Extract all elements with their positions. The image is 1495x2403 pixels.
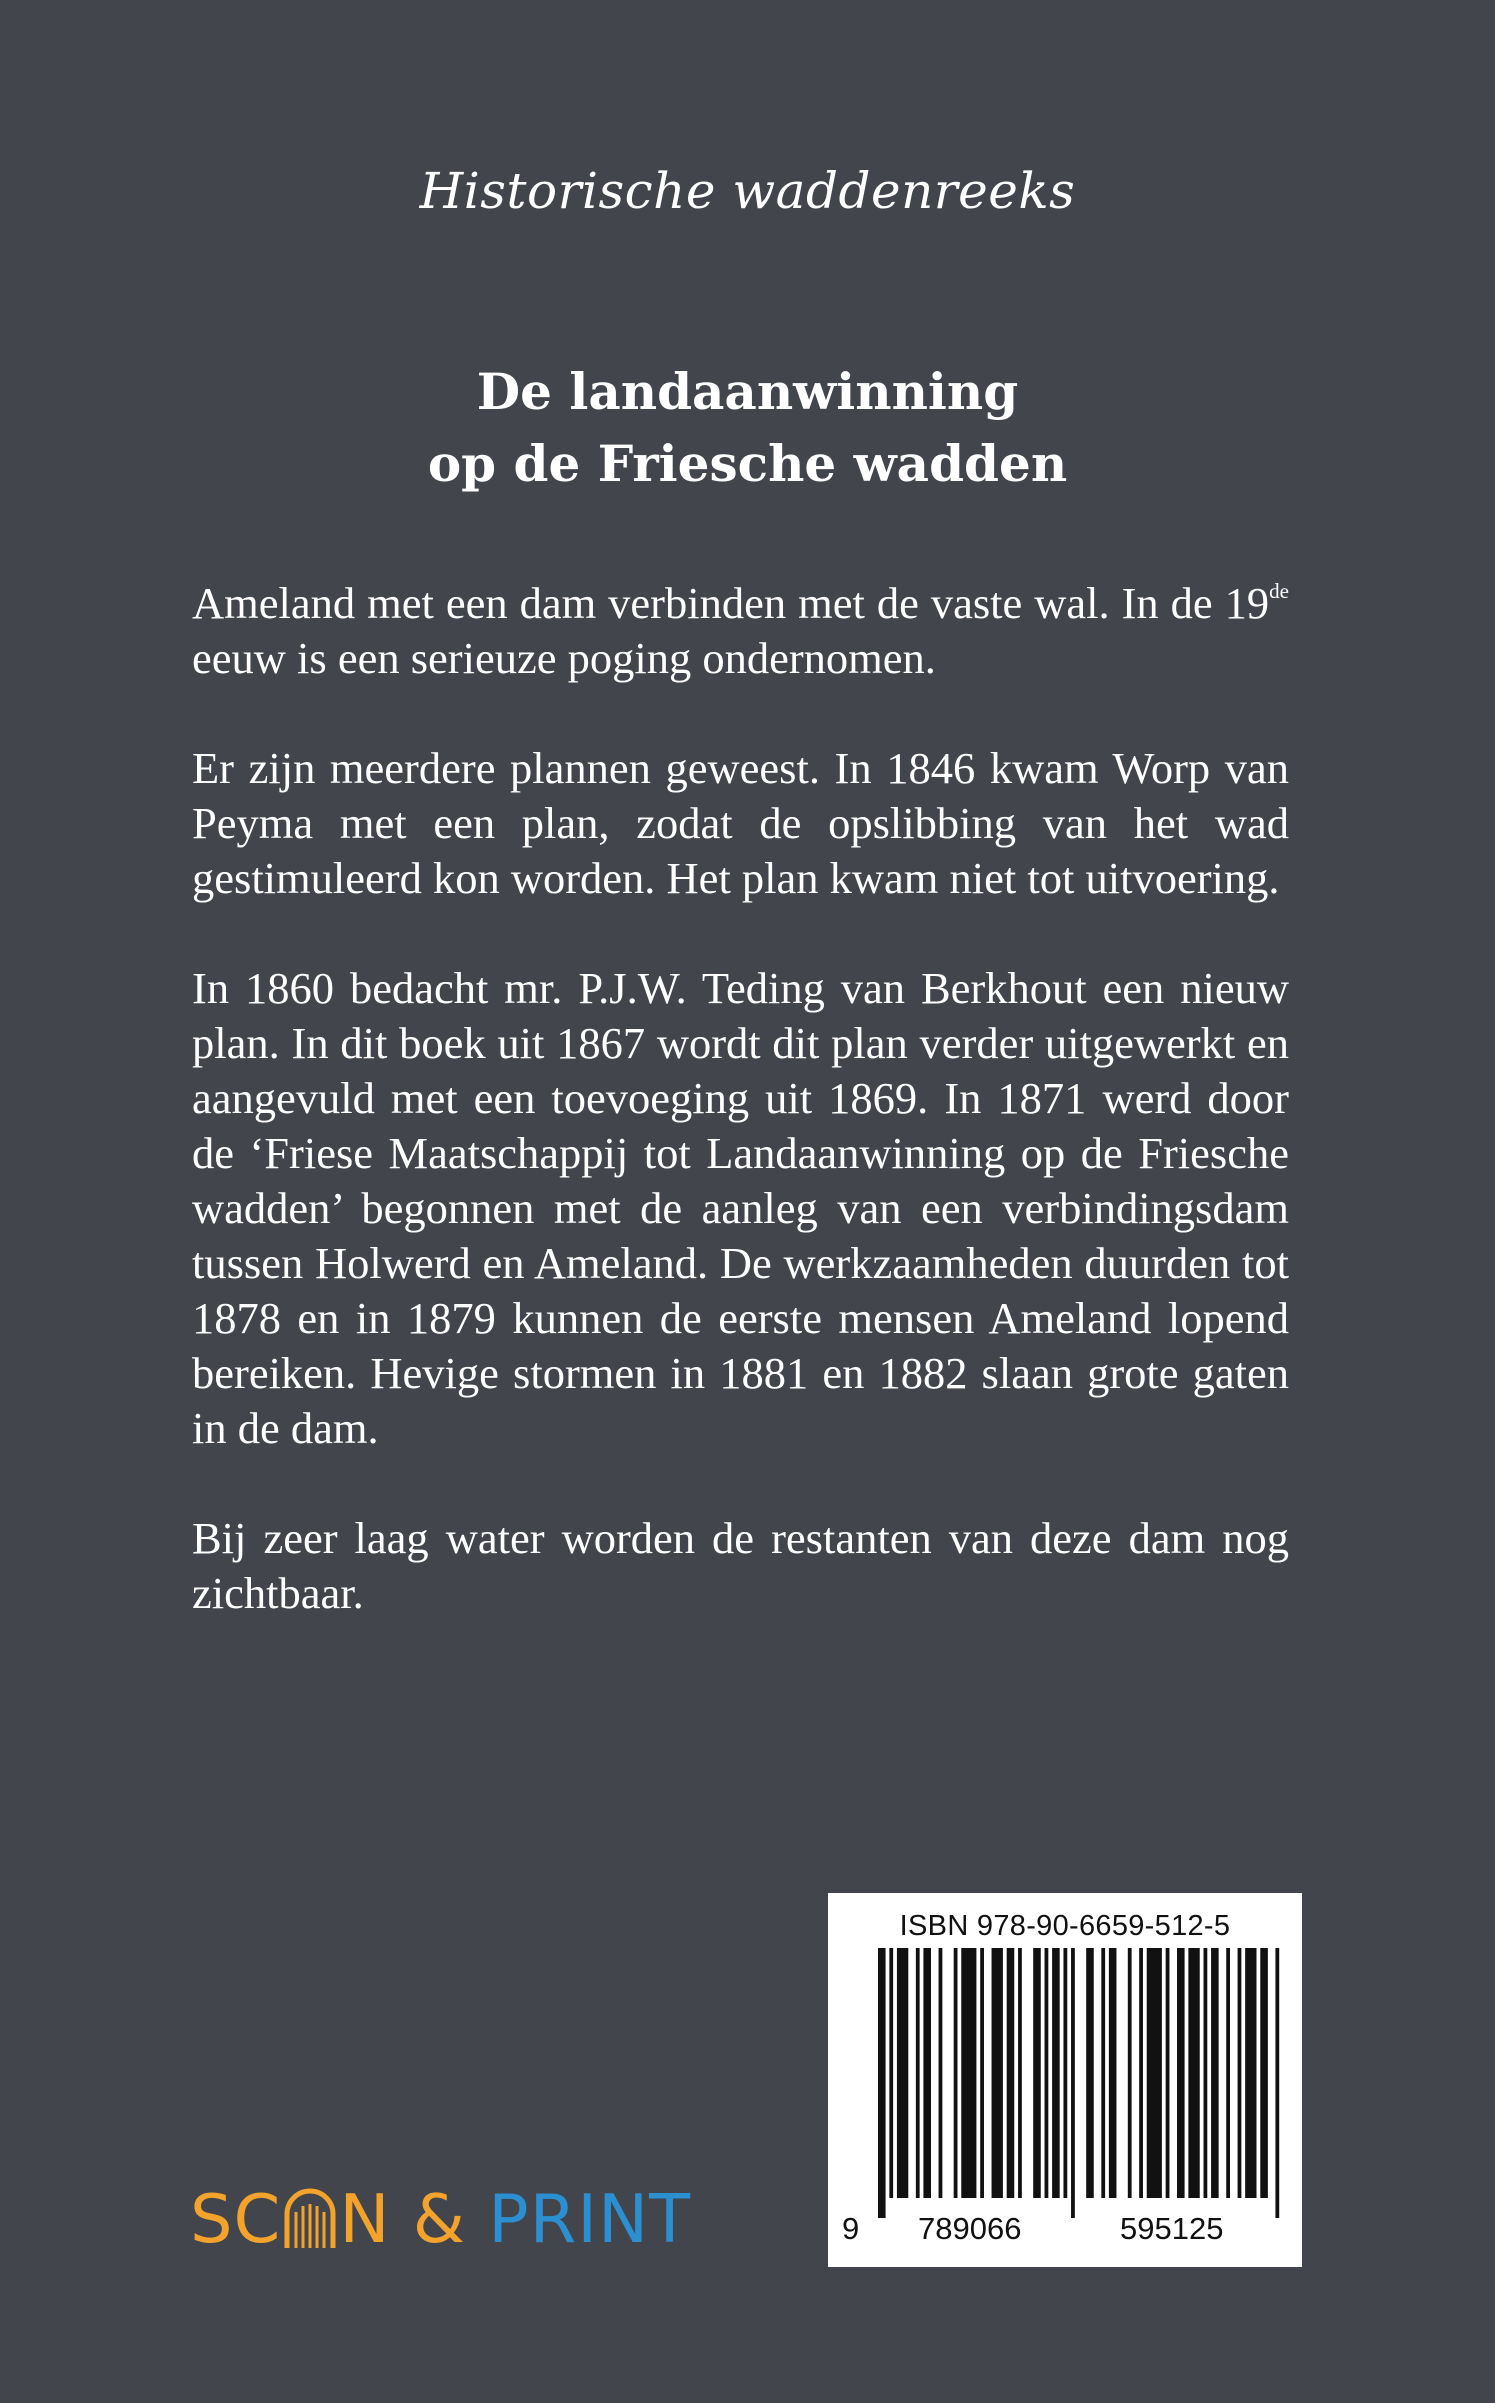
- barcode-bar: [1204, 1948, 1208, 2198]
- century-number: 19: [1224, 578, 1270, 628]
- barcode-bar: [1211, 1948, 1219, 2198]
- barcode-bar: [1128, 1948, 1132, 2198]
- barcode-bar: [1101, 1948, 1105, 2198]
- barcode-bar: [1177, 1948, 1185, 2198]
- barcode-digits-group1: 789066: [918, 2211, 1022, 2246]
- paragraph-1-start: Ameland met een dam verbinden met de vaste wal. In de: [192, 578, 1213, 628]
- barcode-bar: [1260, 1948, 1268, 2198]
- barcode-digit-first: 9: [842, 2211, 860, 2246]
- barcode-bar: [1086, 1948, 1094, 2198]
- barcode-bar: [1275, 1948, 1279, 2218]
- century-superscript: de: [1269, 579, 1289, 603]
- paragraph-1: [192, 576, 1289, 686]
- logo-text-sc: SC: [190, 2180, 282, 2258]
- barcode-bar: [961, 1948, 976, 2198]
- book-title: [0, 356, 1495, 500]
- barcode-bar: [1226, 1948, 1230, 2198]
- barcode-bar: [1109, 1948, 1117, 2198]
- paragraph-4: Bij zeer laag water worden de restanten van deze dam nog zichtbaar.: [192, 1513, 1289, 1618]
- barcode-bar: [1147, 1948, 1162, 2198]
- blurb: [192, 576, 1289, 1676]
- barcode-bar: [954, 1948, 958, 2198]
- barcode-bars: [878, 1948, 1283, 2218]
- paragraph-2: Er zijn meerdere plannen geweest. In 1846 kwam Worp van Peyma met een plan, zodat de opslibbing van het wad gestimuleerd kon worden. Het plan kwam niet tot uitvoering.: [192, 743, 1289, 903]
- barcode-bar: [1188, 1948, 1199, 2198]
- barcode-bar: [1033, 1948, 1041, 2198]
- barcode-bar: [1238, 1948, 1242, 2198]
- publisher-logo: [190, 2180, 691, 2260]
- barcode-bar: [1245, 1948, 1256, 2198]
- barcode-bar: [1166, 1948, 1170, 2198]
- paragraph-1-end: eeuw is een serieuze poging ondernomen.: [192, 633, 936, 683]
- barcode-bar: [889, 1948, 893, 2198]
- barcode-bar: [897, 1948, 908, 2198]
- barcode: [828, 1893, 1302, 2267]
- isbn-label: ISBN 978-90-6659-512-5: [899, 1910, 1231, 1942]
- barcode-digits-group2: 595125: [1120, 2211, 1224, 2246]
- barcode-bar: [878, 1948, 886, 2218]
- barcode-bar: [992, 1948, 1003, 2198]
- barcode-bar: [1007, 1948, 1015, 2198]
- paragraph-3: In 1860 bedacht mr. P.J.W. Teding van Berkhout een nieuw plan. In dit boek uit 1867 wordt dit plan verder uitgewerkt en aangevuld met een toevoeging uit 1869. In 1871 werd door de ‘Friese Maatschappij tot Landaanwinning op de Friesche wadden’ begonnen met de aanleg van een verbindingsdam tussen Holwerd en Ameland. De werkzaamheden duurden tot 1878 en in 1879 kunnen de eerste mensen Ameland lopend bereiken. Hevige stormen in 1881 en 1882 slaan grote gaten in de dam.: [192, 963, 1289, 1453]
- barcode-bar: [1045, 1948, 1049, 2198]
- barcode-bar: [1071, 1948, 1075, 2218]
- barcode-bar: [923, 1948, 931, 2198]
- barcode-bar: [939, 1948, 943, 2198]
- book-title-line2: op de Friesche wadden: [427, 434, 1068, 493]
- barcode-bar: [1063, 1948, 1067, 2198]
- series-title: Historische waddenreeks: [419, 162, 1076, 220]
- barcode-bar: [916, 1948, 920, 2198]
- logo-text-print: PRINT: [488, 2180, 692, 2258]
- book-arch-icon: [283, 2188, 337, 2248]
- barcode-bar: [1139, 1948, 1143, 2198]
- book-title-line1: De landaanwinning: [476, 362, 1019, 421]
- barcode-bar: [1018, 1948, 1022, 2198]
- logo-text-n-amp: N &: [339, 2180, 489, 2258]
- barcode-bar: [1052, 1948, 1060, 2198]
- barcode-bar: [980, 1948, 984, 2198]
